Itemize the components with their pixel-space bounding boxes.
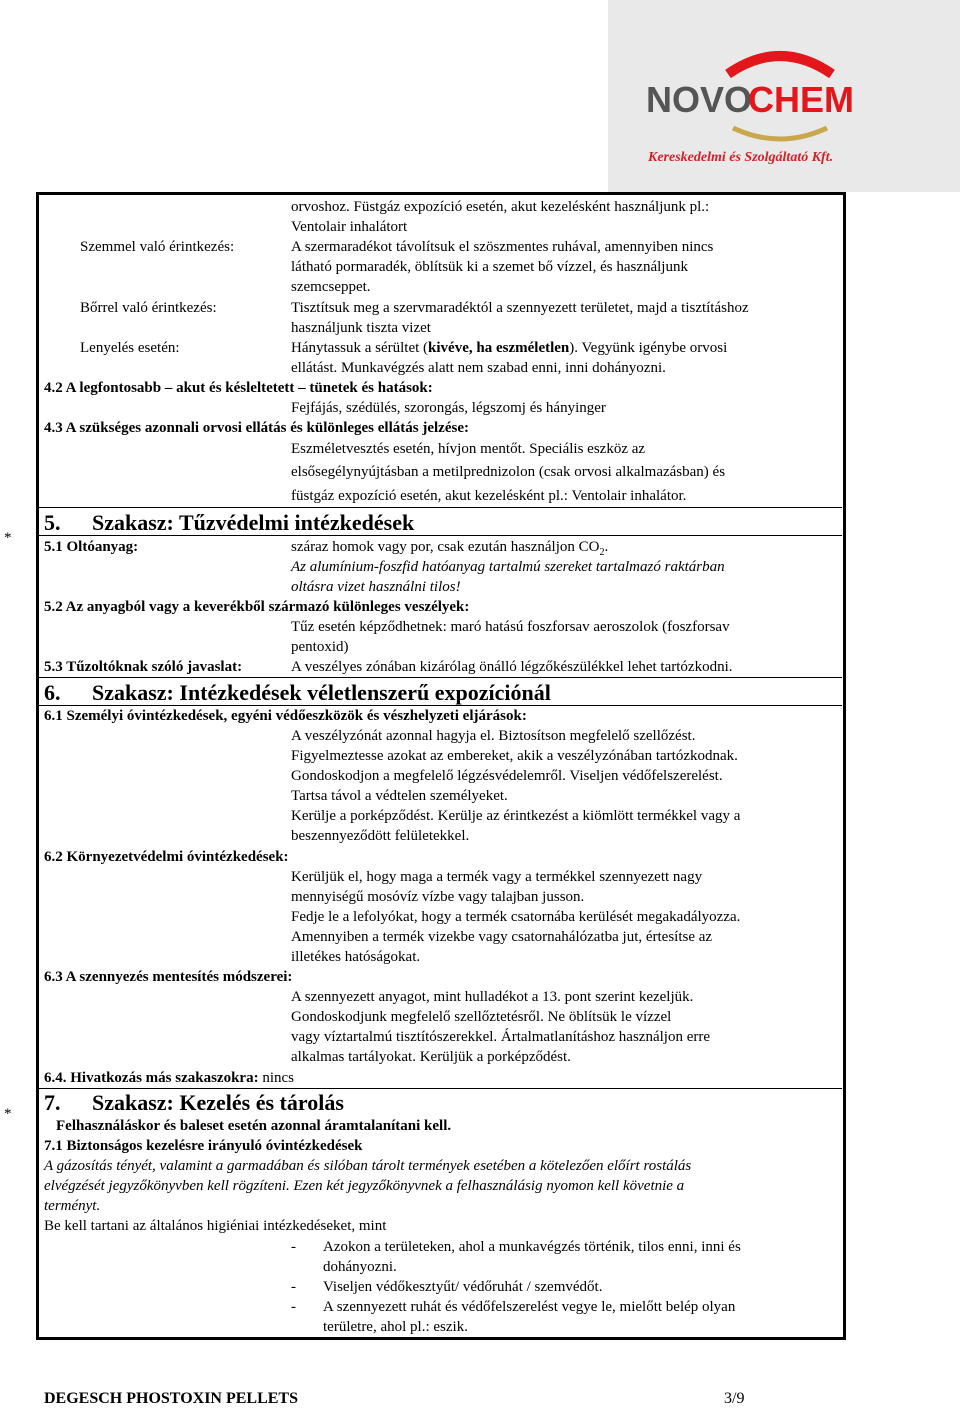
page-number: 3/9 (724, 1390, 745, 1407)
heading-5-1: 5.1 Oltóanyag: (44, 539, 139, 555)
heading-4-2: 4.2 A legfontosabb – akut és késleltetett – tünetek és hatások: (44, 380, 433, 396)
logo-arc-top (728, 56, 832, 74)
personal-precautions-line: Tartsa távol a védtelen személyeket. (291, 788, 508, 804)
environmental-precautions-line: Kerüljük el, hogy maga a termék vagy a termékkel szennyezett nagy (291, 869, 703, 885)
eye-contact-text: látható pormaradék, öblítsük ki a szemet bő vízzel, és használjunk (291, 259, 688, 275)
skin-contact-text: használjunk tiszta vizet (291, 320, 431, 336)
heading-6-2: 6.2 Környezetvédelmi óvintézkedések: (44, 849, 289, 865)
heading-7-1: 7.1 Biztonságos kezelésre irányuló óvintézkedések (44, 1138, 363, 1154)
logo-tagline: Kereskedelmi és Szolgáltató Kft. (648, 150, 834, 165)
hygiene-bullet: dohányozni. (323, 1259, 397, 1275)
heading-6-4: 6.4. Hivatkozás más szakaszokra: nincs (44, 1070, 294, 1086)
environmental-precautions-line: mennyiségű mosóvíz vízbe vagy talajban jusson. (291, 889, 585, 905)
hygiene-intro: Be kell tartani az általános higiéniai intézkedéseket, mint (44, 1218, 387, 1234)
bullet-dash: - (291, 1239, 296, 1255)
hygiene-bullet: A szennyezett ruhát és védőfelszerelést vegye le, mielőtt belép olyan (323, 1299, 736, 1315)
section-divider (38, 1088, 842, 1089)
footer-product-name: DEGESCH PHOSTOXIN PELLETS (44, 1390, 298, 1407)
swallow-text: Hánytassuk a sérültet (kivéve, ha eszméletlen). Vegyünk igénybe orvosi (291, 340, 728, 356)
personal-precautions-line: A veszélyzónát azonnal hagyja el. Biztosítson megfelelő szellőzést. (291, 728, 696, 744)
heading-6-1: 6.1 Személyi óvintézkedések, egyéni védőeszközök és vészhelyzeti eljárások: (44, 708, 527, 724)
logo-text-chem: CHEM (748, 79, 854, 120)
personal-precautions-line: Kerülje a porképződést. Kerülje az érintkezést a kiömlött termékkel vagy a (291, 808, 741, 824)
heading-5-3: 5.3 Tűzoltóknak szóló javaslat: (44, 659, 243, 675)
fumigation-record-note: elvégzését jegyzőkönyvben kell rögzíteni. Ezen két jegyzőkönyvnek a felhasználásig nyomon kell követnie a (44, 1178, 685, 1194)
skin-contact-label: Bőrrel való érintkezés: (80, 300, 217, 316)
bullet-dash: - (291, 1299, 296, 1315)
swallow-text: ellátást. Munkavégzés alatt nem szabad enni, inni dohányozni. (291, 360, 666, 376)
environmental-precautions-line: Fedje le a lefolyókat, hogy a termék csatornába kerülését megakadályozza. (291, 909, 741, 925)
personal-precautions-line: Figyelmeztesse azokat az embereket, akik a veszélyzónában tartózkodnak. (291, 748, 738, 764)
firefighter-advice-text: A veszélyes zónában kizárólag önálló légzőkészülékkel lehet tartózkodni. (291, 659, 733, 675)
heading-5-2: 5.2 Az anyagból vagy a keverékből származó különleges veszélyek: (44, 599, 470, 615)
eye-contact-text: A szermaradékot távolítsuk el szöszmentes ruhával, amennyiben nincs (291, 239, 714, 255)
revision-marker: * (4, 530, 12, 546)
section-divider (38, 507, 842, 508)
extinguishing-text: száraz homok vagy por, csak ezután használjon $CO_2$. (291, 539, 609, 558)
medical-care-text: füstgáz expozíció esetén, akut kezelésként pl.: Ventolair inhalátor. (291, 488, 687, 504)
section-5-heading: 5. Szakasz: Tűzvédelmi intézkedések (44, 510, 415, 535)
hygiene-bullet: Azokon a területeken, ahol a munkavégzés történik, tilos enni, inni és (323, 1239, 741, 1255)
hygiene-bullet: területre, ahol pl.: eszik. (323, 1319, 468, 1335)
novochem-logo (608, 0, 960, 192)
s4-continued-line: Ventolair inhalátort (291, 219, 408, 235)
eye-contact-label: Szemmel való érintkezés: (80, 239, 235, 255)
skin-contact-text: Tisztítsuk meg a szervmaradéktól a szennyezett területet, majd a tisztításhoz (291, 300, 749, 316)
bullet-dash: - (291, 1279, 296, 1295)
hygiene-bullet: Viseljen védőkesztyűt/ védőruhát / szemvédőt. (323, 1279, 603, 1295)
special-hazards-text: Tűz esetén képződhetnek: maró hatású foszforsav aeroszolok (foszforsav (291, 619, 730, 635)
swallow-label: Lenyelés esetén: (80, 340, 180, 356)
environmental-precautions-line: Amennyiben a termék vizekbe vagy csatornahálózatba jut, értesítse az (291, 929, 713, 945)
symptoms-text: Fejfájás, szédülés, szorongás, légszomj és hányinger (291, 400, 606, 416)
logo-arc-bottom (733, 128, 827, 139)
section-divider (38, 535, 842, 536)
section-7-heading: 7. Szakasz: Kezelés és tárolás (44, 1090, 344, 1115)
fumigation-record-note: terményt. (44, 1198, 101, 1214)
cleanup-method-line: A szennyezett anyagot, mint hulladékot a 13. pont szerint kezeljük. (291, 989, 694, 1005)
extinguishing-warning: oltásra vizet használni tilos! (291, 579, 461, 595)
eye-contact-text: szemcseppet. (291, 279, 371, 295)
extinguishing-warning: Az alumínium-foszfid hatóanyag tartalmú szereket tartalmazó raktárban (291, 559, 725, 575)
heading-6-3: 6.3 A szennyezés mentesítés módszerei: (44, 969, 293, 985)
fumigation-record-note: A gázosítás tényét, valamint a garmadában és silóban tárolt termények esetében a kötelezően előírt rostálás (44, 1158, 692, 1174)
logo-text-novo: NOVO (646, 79, 753, 120)
cleanup-method-line: alkalmas tartályokat. Kerüljük a porképződést. (291, 1049, 571, 1065)
medical-care-text: elsősegélynyújtásban a metilprednizolon (csak orvosi alkalmazásban) és (291, 464, 726, 480)
cleanup-method-line: vagy víztartalmú tisztítószerekkel. Ártalmatlanításhoz használjon erre (291, 1029, 711, 1045)
section-divider (38, 677, 842, 678)
heading-4-3: 4.3 A szükséges azonnali orvosi ellátás és különleges ellátás jelzése: (44, 420, 469, 436)
medical-care-text: Eszméletvesztés esetén, hívjon mentőt. Speciális eszköz az (291, 441, 646, 457)
cleanup-method-line: Gondoskodjunk megfelelő szellőztetésről. Ne öblítsük le vízzel (291, 1009, 672, 1025)
power-off-warning: Felhasználáskor és baleset esetén azonnal áramtalanítani kell. (56, 1118, 452, 1134)
personal-precautions-line: Gondoskodjon a megfelelő légzésvédelemről. Viseljen védőfelszerelést. (291, 768, 723, 784)
environmental-precautions-line: illetékes hatóságokat. (291, 949, 421, 965)
s4-continued-line: orvoshoz. Füstgáz expozíció esetén, akut kezelésként használjunk pl.: (291, 199, 710, 215)
special-hazards-text: pentoxid) (291, 639, 349, 655)
section-6-heading: 6. Szakasz: Intézkedések véletlenszerű expozíciónál (44, 680, 551, 705)
revision-marker: * (4, 1106, 12, 1122)
personal-precautions-line: beszennyeződött felületekkel. (291, 828, 470, 844)
